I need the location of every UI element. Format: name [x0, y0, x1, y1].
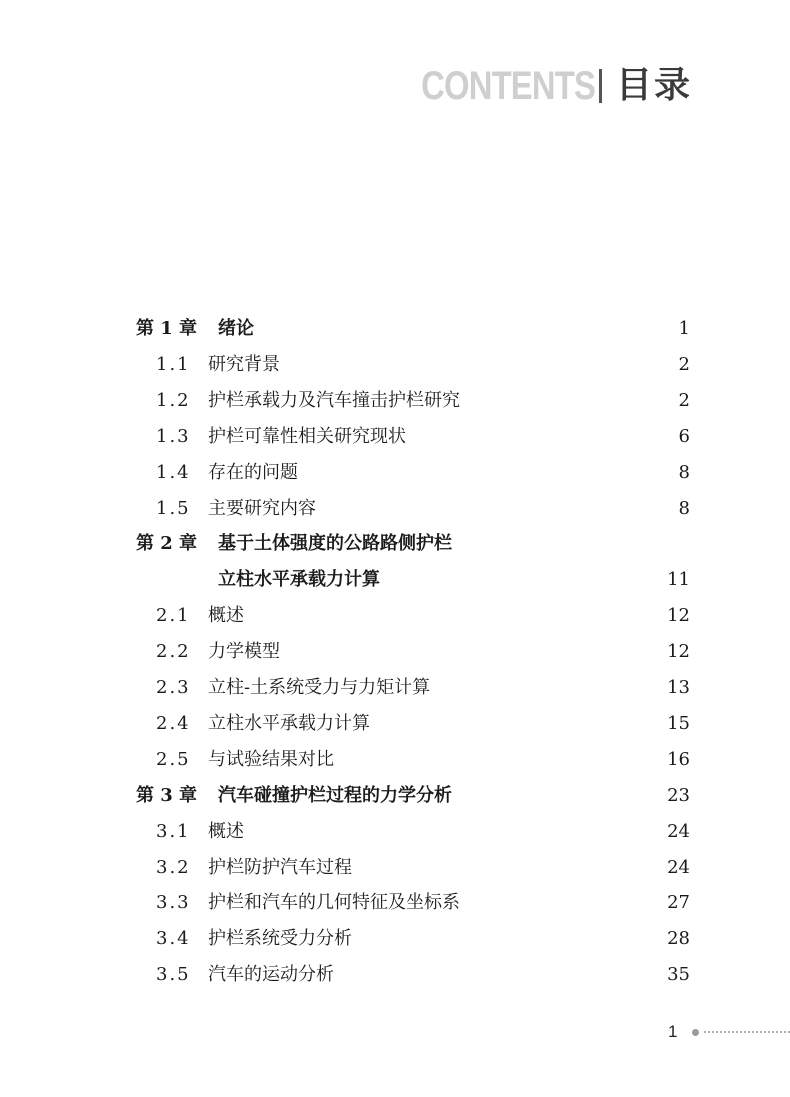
toc-row: [156, 494, 690, 524]
toc-leader-dots: [288, 637, 659, 667]
toc-page-number: 13: [667, 677, 690, 698]
toc-page-number: 12: [667, 605, 690, 627]
toc-title: 护栏承载力及汽车撞击护栏研究: [208, 389, 460, 411]
toc-leader-dots: [324, 494, 668, 524]
toc-row: [136, 781, 690, 811]
header-divider: [599, 69, 602, 103]
toc-number: 第 2 章: [136, 533, 198, 555]
toc-number: 1.2: [156, 389, 191, 411]
toc-number: 2.2: [156, 641, 191, 663]
toc-page-number: 27: [667, 892, 690, 914]
toc-row: [156, 745, 690, 775]
toc-number: 2.4: [156, 712, 191, 734]
toc-title: 立柱-土系统受力与力矩计算: [208, 677, 431, 698]
toc-title: 立柱水平承载力计算: [218, 569, 380, 591]
toc-leader-dots: [460, 781, 659, 811]
toc-leader-dots: [388, 565, 659, 595]
toc-page-number: 1: [678, 318, 690, 339]
contents-heading: CONTENTS: [421, 64, 595, 108]
toc-row: [156, 601, 690, 631]
toc-title: 力学模型: [208, 641, 280, 663]
toc-row: [156, 458, 690, 488]
toc-title: 与试验结果对比: [208, 748, 334, 770]
toc-title: 基于土体强度的公路路侧护栏: [218, 533, 452, 555]
toc-title: 概述: [208, 820, 244, 842]
toc-number: 1.4: [156, 461, 191, 483]
toc-leader-dots: [342, 960, 659, 990]
toc-title: 主要研究内容: [208, 497, 316, 519]
toc-title: 护栏防护汽车过程: [208, 856, 352, 878]
toc-row: [218, 565, 690, 595]
toc-number: 3.4: [156, 928, 191, 950]
toc-leader-dots: [262, 314, 668, 344]
toc-leader-dots: [378, 709, 659, 739]
footer-dot-icon: [692, 1029, 699, 1036]
toc-row: [156, 817, 690, 847]
toc-row: [156, 709, 690, 739]
toc-leader-dots: [414, 422, 668, 452]
toc-row: [156, 386, 690, 416]
toc-title: 研究背景: [208, 353, 280, 375]
toc-row: [156, 924, 690, 954]
toc-leader-dots: [252, 601, 659, 631]
page-footer: [668, 1022, 790, 1042]
toc-page-number: 8: [678, 497, 690, 519]
toc-number: 2.1: [156, 605, 191, 627]
footer-dotted-line: [703, 1030, 790, 1034]
toc-row: [156, 350, 690, 380]
toc-page-number: 2: [678, 353, 690, 375]
toc-number: 1.3: [156, 425, 191, 447]
toc-row: [156, 637, 690, 667]
toc-title: 汽车碰撞护栏过程的力学分析: [218, 784, 452, 806]
toc-page-number: 28: [667, 928, 690, 950]
toc-leader-dots: [468, 888, 659, 918]
toc-row: [156, 960, 690, 990]
toc-title: 立柱水平承载力计算: [208, 712, 370, 734]
toc-leader-dots: [360, 853, 659, 883]
toc-page-number: 16: [667, 748, 690, 770]
toc-page-number: 24: [667, 856, 690, 878]
toc-number: 第 3 章: [136, 784, 198, 806]
toc-page-number: 12: [667, 641, 690, 663]
toc-number: 2.3: [156, 677, 191, 698]
toc-page-number: 23: [667, 784, 690, 806]
toc-row: [156, 853, 690, 883]
toc-page-number: 2: [678, 389, 690, 411]
toc-leader-dots: [342, 745, 659, 775]
page-title: 目录: [615, 65, 692, 106]
toc-number: 3.5: [156, 964, 191, 986]
toc-page-number: 15: [667, 712, 690, 734]
toc-page-number: 8: [678, 461, 690, 483]
toc-row: [156, 888, 690, 918]
toc-number: 3.3: [156, 892, 191, 914]
toc-number: 1.1: [156, 353, 191, 375]
toc-title: 存在的问题: [208, 461, 298, 483]
toc-title: 概述: [208, 605, 244, 627]
toc-leader-dots: [360, 924, 659, 954]
toc-row: [156, 422, 690, 452]
toc-leader-dots: [468, 386, 668, 416]
toc-leader-dots: [438, 673, 659, 703]
toc-page-number: 24: [667, 820, 690, 842]
toc-leader-dots: [306, 458, 668, 488]
toc-number: 3.1: [156, 820, 191, 842]
page-header: [383, 62, 692, 110]
toc-leader-dots: [252, 817, 659, 847]
page-number: 1: [668, 1022, 678, 1041]
toc-title: 护栏可靠性相关研究现状: [208, 425, 406, 447]
toc-page-number: 35: [667, 964, 690, 986]
toc-number: 第 1 章: [136, 318, 198, 339]
toc-title: 绪论: [218, 318, 254, 339]
toc-leader-dots: [288, 350, 668, 380]
toc-number: 1.5: [156, 497, 191, 519]
toc-page-number: 6: [678, 425, 690, 447]
toc-page-number: 11: [667, 569, 690, 591]
toc-title: 汽车的运动分析: [208, 964, 334, 986]
toc-title: 护栏系统受力分析: [208, 928, 352, 950]
toc-title: 护栏和汽车的几何特征及坐标系: [208, 892, 460, 914]
toc-row: [136, 529, 690, 559]
toc-number: 2.5: [156, 748, 191, 770]
toc-row: [156, 673, 690, 703]
toc-number: 3.2: [156, 856, 191, 878]
toc-row: [136, 314, 690, 344]
